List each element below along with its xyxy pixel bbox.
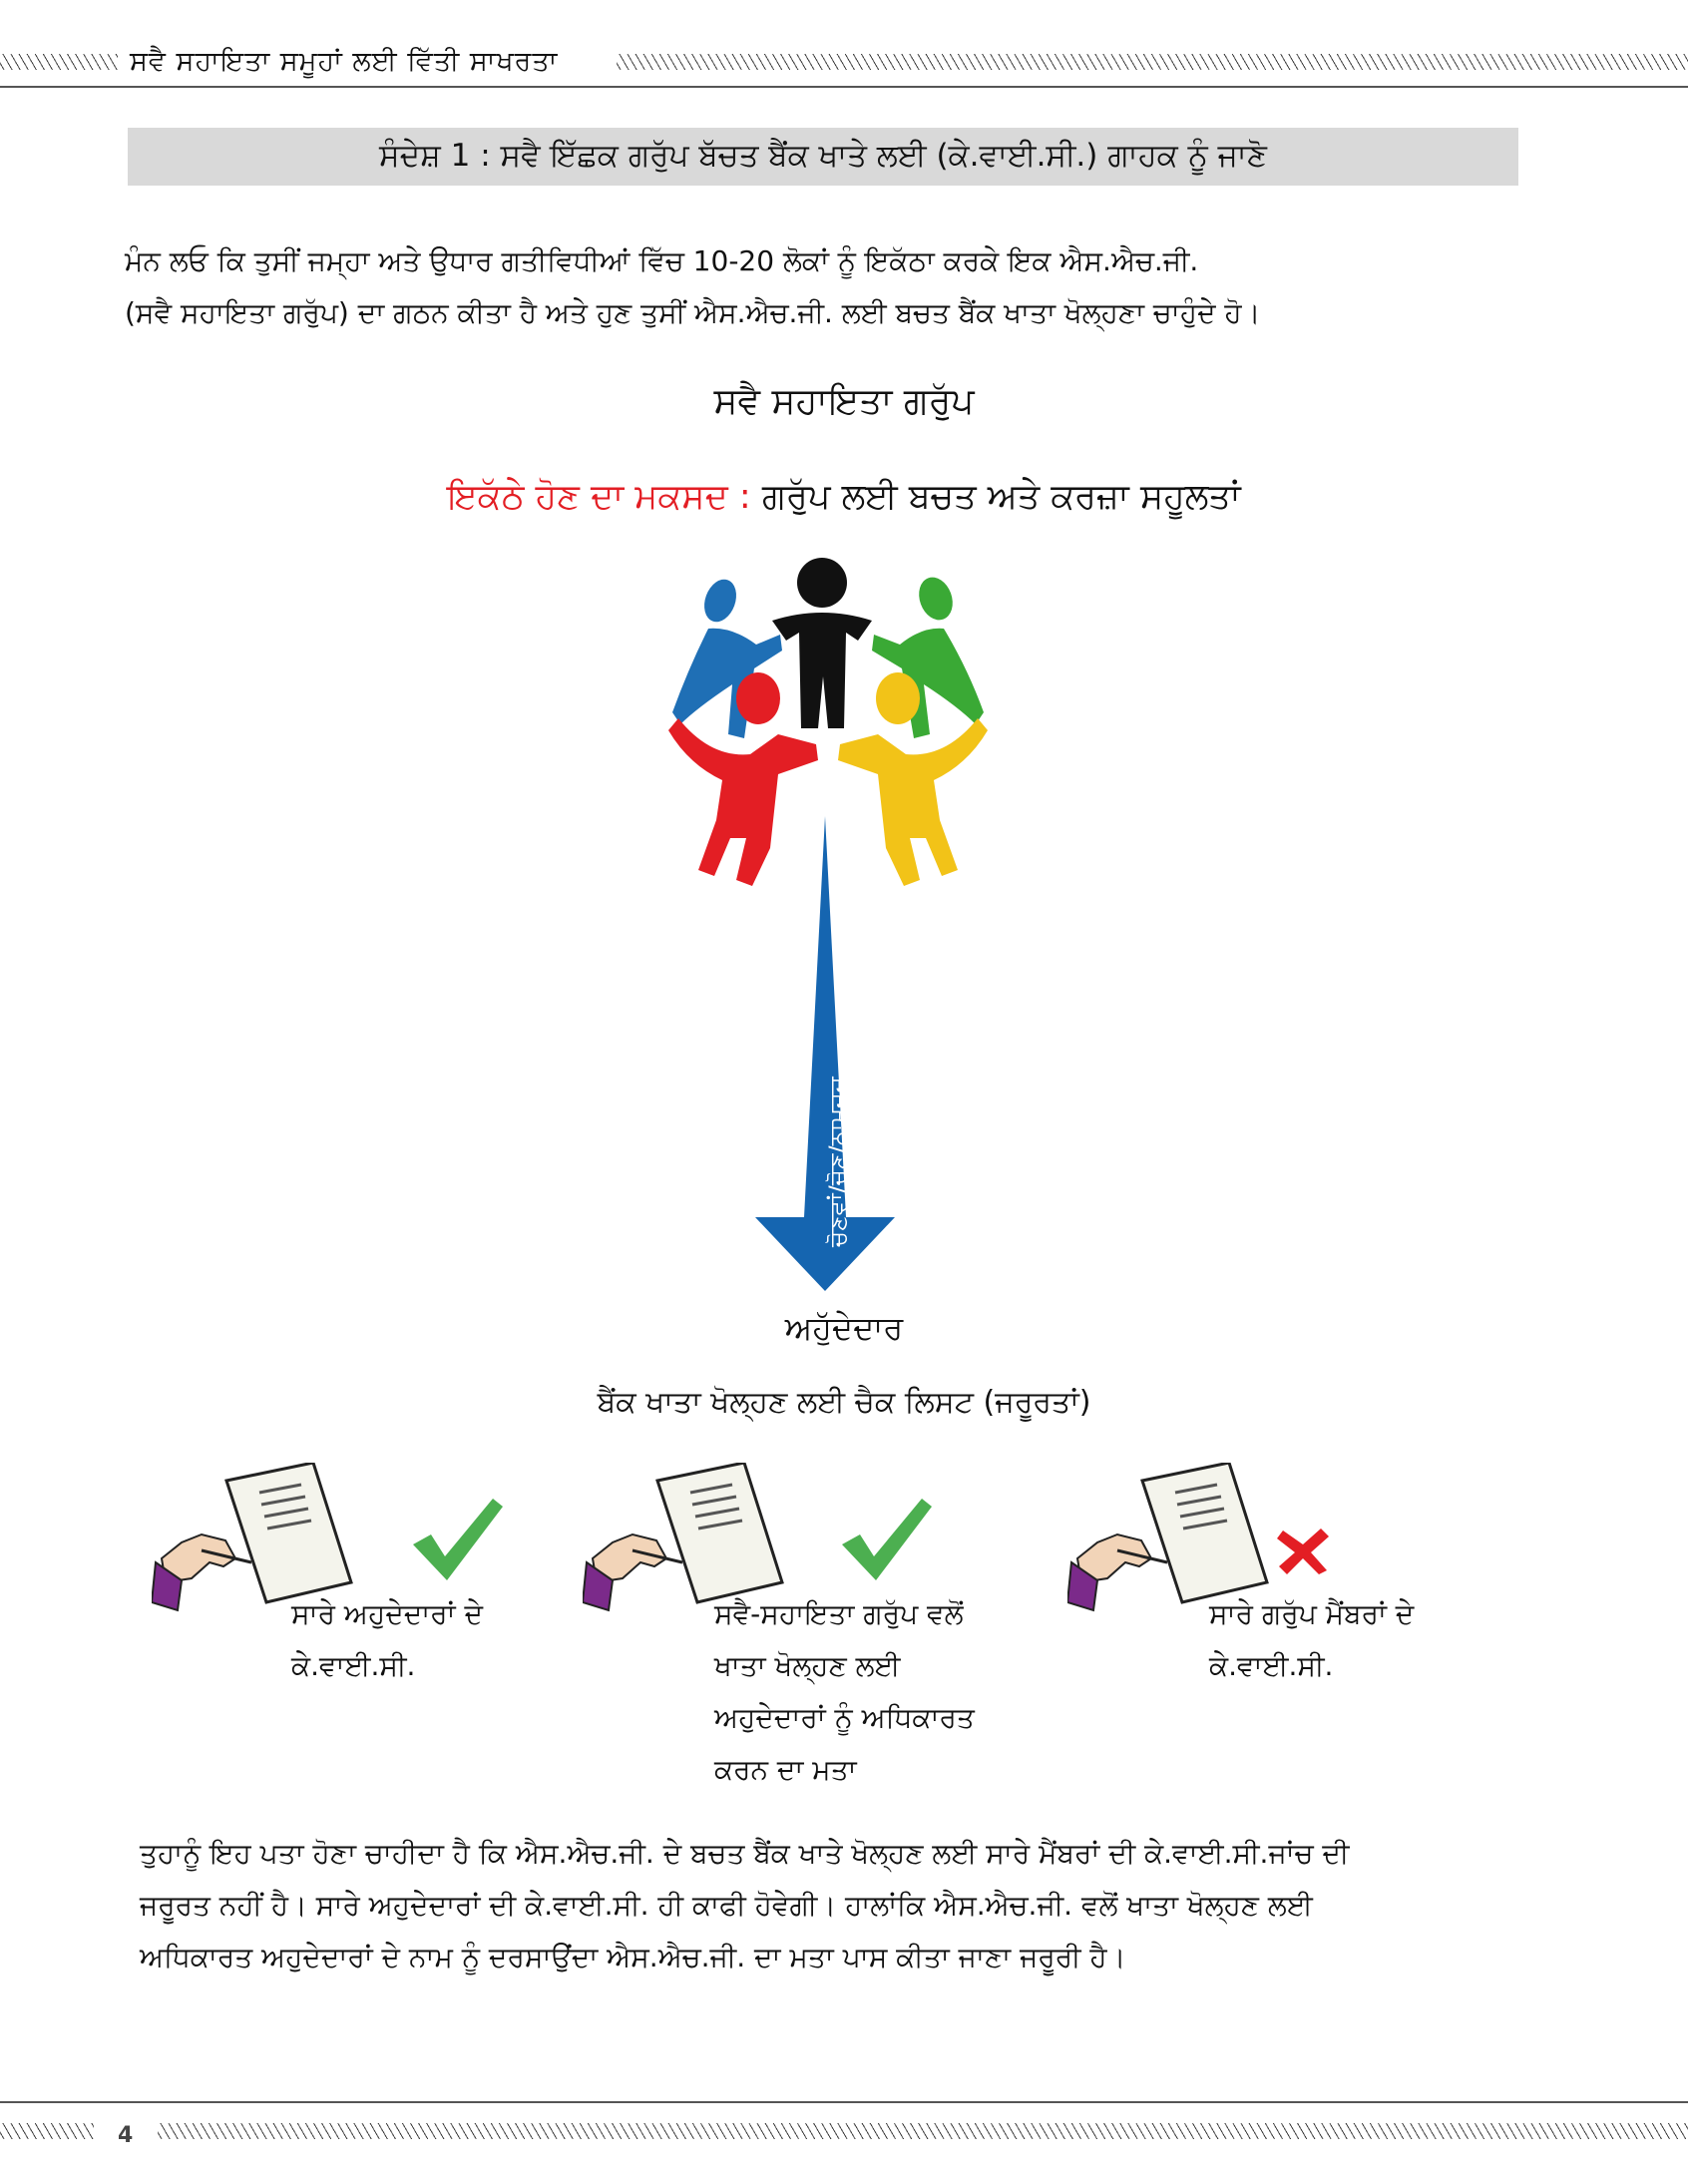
checklist-item-3-line-1: ਸਾਰੇ ਗਰੁੱਪ ਮੈਂਬਰਾਂ ਦੇ <box>1209 1597 1415 1630</box>
officials-label: ਅਹੁੱਦੇਦਾਰ <box>784 1309 904 1347</box>
arrow-label: ਚੋਣਵਾਂ/ਚੋਣ/ਨਾਮਜ਼ਦ <box>824 1077 852 1247</box>
checklist-item-2-line-2: ਖਾਤਾ ਖੋਲ੍ਹਣ ਲਈ <box>714 1649 901 1682</box>
group-heading: ਸਵੈ ਸਹਾਇਤਾ ਗਰੁੱਪ <box>713 381 975 422</box>
checklist-item-3 <box>1209 1588 1414 1692</box>
header-rule <box>0 86 1688 88</box>
conclusion-line-3: ਅਧਿਕਾਰਤ ਅਹੁਦੇਦਾਰਾਂ ਦੇ ਨਾਮ ਨੂੰ ਦਰਸਾਉਂਦਾ ਐਸ.ਐਚ.ਜੀ. ਦਾ ਮਤਾ ਪਾਸ ਕੀਤਾ ਜਾਣਾ ਜਰੂਰੀ ਹੈ। <box>140 1941 1126 1973</box>
conclusion-line-1: ਤੁਹਾਨੂੰ ਇਹ ਪਤਾ ਹੋਣਾ ਚਾਹੀਦਾ ਹੈ ਕਿ ਐਸ.ਐਚ.ਜੀ. ਦੇ ਬਚਤ ਬੈਂਕ ਖਾਤੇ ਖੋਲ੍ਹਣ ਲਈ ਸਾਰੇ ਮੈਂਬਰਾਂ ਦੀ ਕੇ.ਵਾਈ.ਸੀ.ਜਾਂਚ ਦੀ <box>140 1837 1350 1870</box>
person-black <box>772 558 872 728</box>
checkmark-icon <box>838 1495 934 1582</box>
checklist-item-2-line-1: ਸਵੈ-ਸਹਾਇਤਾ ਗਰੁੱਪ ਵਲੋਂ <box>714 1597 964 1630</box>
running-header-title: ਸਵੈ ਸਹਾਇਤਾ ਸਮੂਹਾਂ ਲਈ ਵਿੱਤੀ ਸਾਖਰਤਾ <box>130 46 559 77</box>
checklist-item-2 <box>714 1588 975 1796</box>
header-hatch-left <box>0 54 118 70</box>
section-title: ਸੰਦੇਸ਼ 1 : ਸਵੈ ਇੱਛਕ ਗਰੁੱਪ ਬੱਚਤ ਬੈਂਕ ਖਾਤੇ ਲਈ (ਕੇ.ਵਾਈ.ਸੀ.) ਗਾਹਕ ਨੂੰ ਜਾਣੋ <box>379 138 1267 174</box>
page-number: 4 <box>118 2123 134 2148</box>
purpose-line <box>0 477 1688 517</box>
intro-paragraph <box>125 235 1260 339</box>
checklist-item-1 <box>291 1588 483 1692</box>
footer-rule <box>0 2101 1688 2103</box>
checklist-item-3-line-2: ਕੇ.ਵਾਈ.ਸੀ. <box>1209 1649 1334 1682</box>
purpose-text: ਗਰੁੱਪ ਲਈ ਬਚਤ ਅਤੇ ਕਰਜ਼ਾ ਸਹੂਲਤਾਂ <box>750 477 1241 517</box>
intro-line-1: ਮੰਨ ਲਓ ਕਿ ਤੁਸੀਂ ਜਮ੍ਹਾ ਅਤੇ ਉਧਾਰ ਗਤੀਵਿਧੀਆਂ ਵਿੱਚ 10-20 ਲੋਕਾਂ ਨੂੰ ਇਕੱਠਾ ਕਰਕੇ ਇਕ ਐਸ.ਐਚ.ਜੀ. <box>125 244 1199 277</box>
conclusion-paragraph <box>140 1828 1349 1983</box>
checkmark-icon <box>409 1495 505 1582</box>
footer-hatch-right <box>158 2123 1688 2139</box>
section-title-band <box>128 128 1518 186</box>
checklist-heading: ਬੈਂਕ ਖਾਤਾ ਖੋਲ੍ਹਣ ਲਈ ਚੈਕ ਲਿਸਟ (ਜਰੂਰਤਾਂ) <box>597 1385 1091 1420</box>
conclusion-line-2: ਜਰੂਰਤ ਨਹੀਂ ਹੈ। ਸਾਰੇ ਅਹੁਦੇਦਾਰਾਂ ਦੀ ਕੇ.ਵਾਈ.ਸੀ. ਹੀ ਕਾਫੀ ਹੋਵੇਗੀ। ਹਾਲਾਂਕਿ ਐਸ.ਐਚ.ਜੀ. ਵਲੋਂ ਖਾਤਾ ਖੋਲ੍ਹਣ ਲਈ <box>140 1889 1313 1922</box>
intro-line-2: (ਸਵੈ ਸਹਾਇਤਾ ਗਰੁੱਪ) ਦਾ ਗਠਨ ਕੀਤਾ ਹੈ ਅਤੇ ਹੁਣ ਤੁਸੀਂ ਐਸ.ਐਚ.ਜੀ. ਲਈ ਬਚਤ ਬੈਂਕ ਖਾਤਾ ਖੋਲ੍ਹਣਾ ਚਾਹੁੰਦੇ ਹੋ। <box>125 296 1261 329</box>
checklist-item-2-line-4: ਕਰਨ ਦਾ ਮਤਾ <box>714 1753 857 1786</box>
checklist-item-1-line-2: ਕੇ.ਵਾਈ.ਸੀ. <box>291 1649 416 1682</box>
header-hatch-right <box>617 54 1688 70</box>
checklist-item-2-line-3: ਅਹੁਦੇਦਾਰਾਂ ਨੂੰ ਅਧਿਕਾਰਤ <box>714 1701 975 1734</box>
cross-icon <box>1277 1527 1331 1576</box>
purpose-label: ਇਕੱਠੇ ਹੋਣ ਦਾ ਮਕਸਦ : <box>447 477 751 517</box>
checklist-item-1-line-1: ਸਾਰੇ ਅਹੁਦੇਦਾਰਾਂ ਦੇ <box>291 1597 483 1630</box>
footer-hatch-left <box>0 2123 94 2139</box>
